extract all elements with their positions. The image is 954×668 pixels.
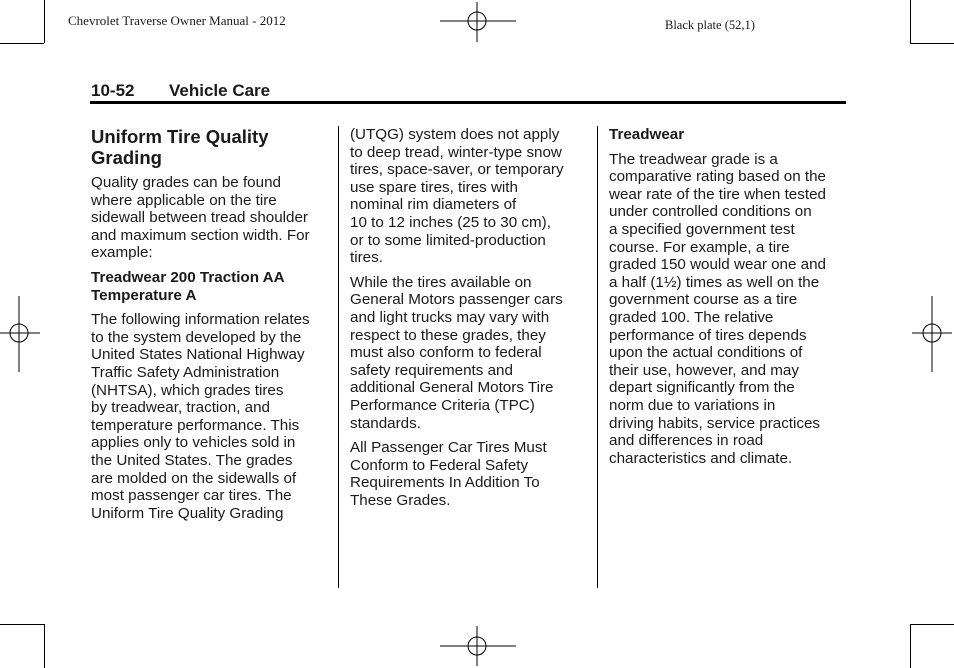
crop-mark-bottom-left-v bbox=[44, 624, 45, 668]
paragraph-treadwear: The treadwear grade is a comparative rating based on the wear rate of the tire when tested under controlled conditions on a specified government test course. For example, a tire graded 150 would wear one and a half (1½) times as well on the government course as a tire graded 100. The relative performance of tires depends upon the actual conditions of their use, however, and may depart significantly from the norm due to variations in driving habits, service practices and differences in road characteristics and climate. bbox=[609, 150, 827, 467]
example-grade-heading: Treadwear 200 Traction AA Temperature A bbox=[91, 268, 285, 304]
manual-title: Chevrolet Traverse Owner Manual - 2012 bbox=[68, 13, 286, 28]
column-3 bbox=[609, 126, 849, 474]
section-title: Vehicle Care bbox=[169, 81, 271, 100]
crop-mark-top-left-h bbox=[0, 43, 44, 44]
crop-mark-top-right-h bbox=[910, 43, 954, 44]
registration-mark-bottom bbox=[440, 626, 516, 666]
column-rule-2 bbox=[597, 126, 598, 588]
crop-mark-bottom-right-v bbox=[910, 624, 911, 668]
crop-mark-bottom-right-h bbox=[910, 624, 954, 625]
crop-mark-bottom-left-h bbox=[0, 624, 44, 625]
column-rule-1 bbox=[338, 126, 339, 588]
crop-mark-top-right-v bbox=[910, 0, 911, 43]
crop-mark-top-left-v bbox=[44, 0, 45, 43]
paragraph-federal-safety: All Passenger Car Tires Must Conform to Federal Safety Requirements In Addition To These Grades. bbox=[350, 439, 547, 509]
column-2 bbox=[350, 126, 590, 516]
page-number: 10-52 bbox=[91, 81, 135, 100]
treadwear-heading: Treadwear bbox=[609, 126, 685, 143]
registration-mark-right bbox=[912, 296, 952, 372]
paragraph-quality-grades: Quality grades can be found where applicable on the tire sidewall between tread shoulder and maximum section width. For example: bbox=[91, 174, 310, 262]
registration-mark-top bbox=[440, 2, 516, 42]
plate-label: Black plate (52,1) bbox=[665, 18, 755, 32]
paragraph-nhtsa: The following information relates to the system developed by the United States National Highway Traffic Safety Administration (NHTSA), which grades tires by treadwear, traction, and temperature performance. This applies only to vehicles sold in the United States. The grades are molded on the sidewalls of most passenger car tires. The Uniform Tire Quality Grading bbox=[91, 311, 310, 522]
column-1 bbox=[91, 126, 331, 529]
header-rule bbox=[90, 101, 846, 104]
registration-mark-left bbox=[0, 296, 40, 372]
paragraph-utqg-scope: (UTQG) system does not apply to deep tread, winter-type snow tires, space-saver, or temporary use spare tires, tires with nominal rim diameters of 10 to 12 inches (25 to 30 cm), or to some limited-production tires. bbox=[350, 126, 564, 267]
paragraph-gm-tires: While the tires available on General Motors passenger cars and light trucks may vary with respect to these grades, they must also conform to federal safety requirements and additional General Motors Tire Performance Criteria (TPC) standards. bbox=[350, 273, 563, 432]
section-heading: Uniform Tire Quality Grading bbox=[91, 126, 269, 168]
